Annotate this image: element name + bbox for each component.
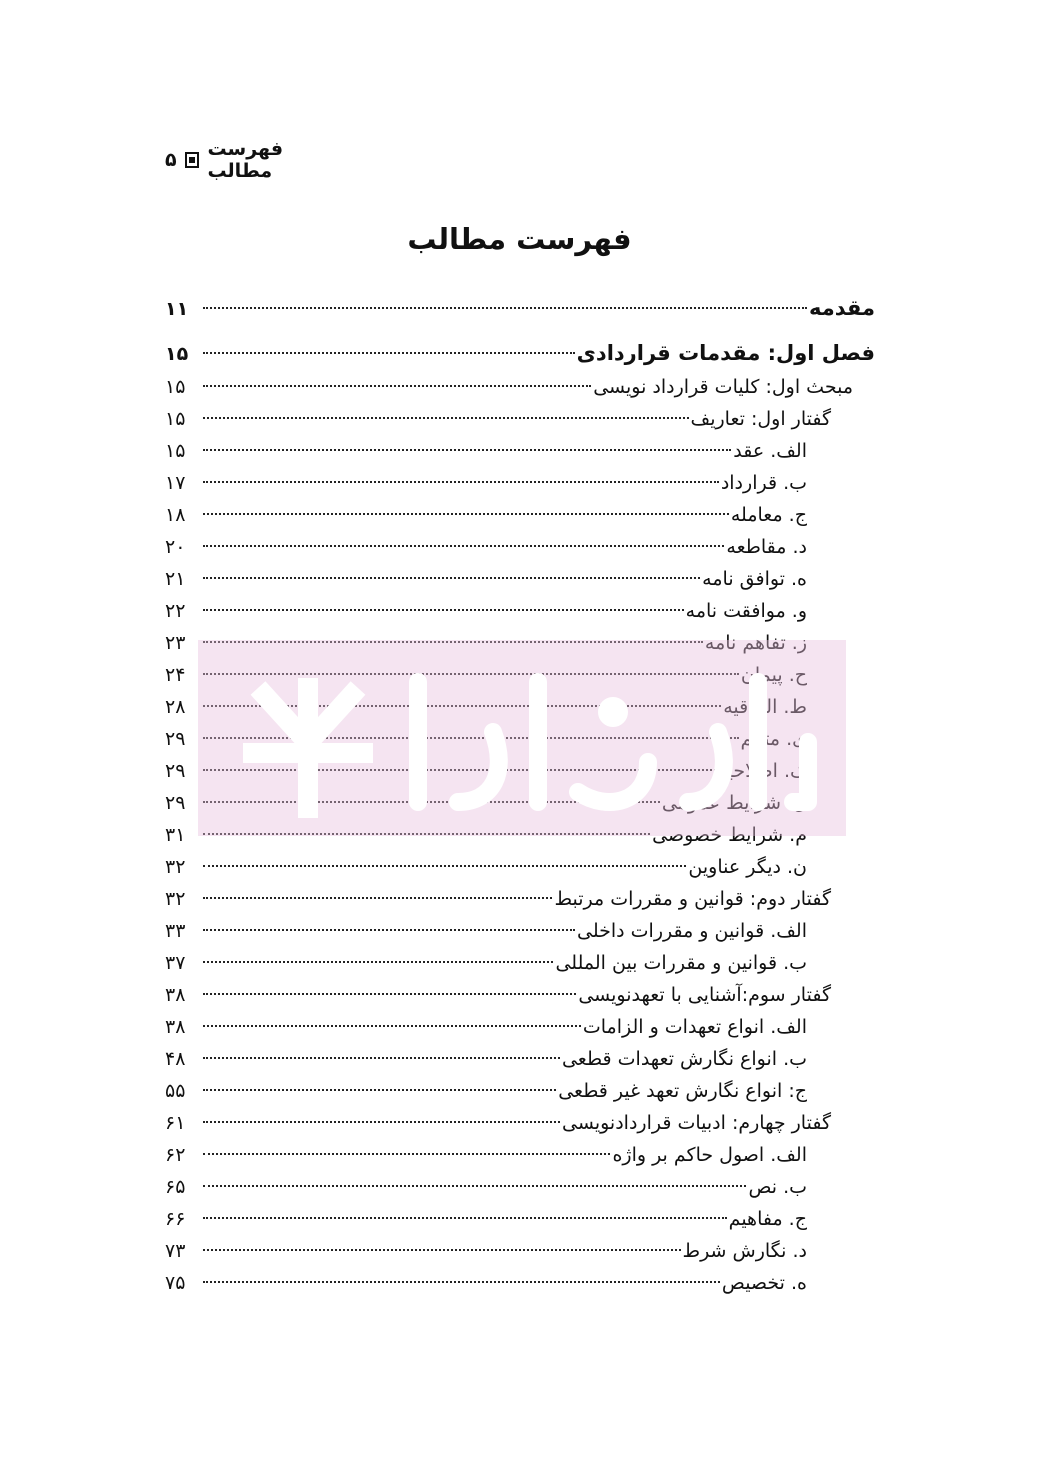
toc-entry: [165, 532, 807, 562]
toc-entry-page: ۱۵: [165, 343, 189, 365]
toc-dot-leader: [203, 1025, 581, 1027]
toc-entry-label: ج. مفاهیم: [728, 1208, 807, 1230]
toc-entry-page: ۳۳: [165, 920, 186, 942]
toc-dot-leader: [203, 1121, 560, 1123]
toc-entry: [165, 884, 831, 914]
toc-entry-label: گفتار چهارم: ادبیات قراردادنویسی: [562, 1112, 831, 1134]
toc-entry-page: ۳۸: [165, 984, 186, 1006]
toc-entry-label: ی. متمم: [740, 728, 807, 750]
toc-entry-page: ۷۳: [165, 1240, 186, 1262]
toc-dot-leader: [203, 865, 686, 867]
toc-entry-label: ک. اصلاحیه: [717, 760, 807, 782]
toc-entry-page: ۱۵: [165, 408, 186, 430]
toc-entry: [165, 692, 807, 722]
toc-dot-leader: [203, 641, 703, 643]
toc-entry: [165, 852, 807, 882]
toc-entry-page: ۲۸: [165, 696, 186, 718]
toc-dot-leader: [203, 481, 719, 483]
toc-dot-leader: [203, 577, 700, 579]
toc-entry-label: ه. توافق نامه: [702, 568, 807, 590]
toc-entry-page: ۶۲: [165, 1144, 186, 1166]
toc-entry: [165, 788, 807, 818]
toc-entry-label: الف. عقد: [733, 440, 807, 462]
toc-entry: [165, 1140, 807, 1170]
toc-entry-label: گفتار دوم: قوانین و مقررات مرتبط: [554, 888, 831, 910]
toc-entry-label: ن. دیگر عناوین: [688, 856, 807, 878]
toc-entry-page: ۴۸: [165, 1048, 186, 1070]
toc-entry-label: گفتار سوم:آشنایی با تعهدنویسی: [578, 984, 831, 1006]
toc-entry: [165, 468, 807, 498]
running-header: [165, 138, 340, 182]
toc-dot-leader: [203, 307, 807, 309]
toc-entry-page: ۱۷: [165, 472, 186, 494]
toc-entry: [165, 500, 807, 530]
toc-entry-label: د. نگارش شرط: [682, 1240, 807, 1262]
toc-dot-leader: [203, 897, 552, 899]
toc-dot-leader: [203, 1089, 556, 1091]
toc-entry-page: ۳۲: [165, 888, 186, 910]
toc-entry-label: فصل اول: مقدمات قراردادی: [576, 341, 875, 365]
toc-dot-leader: [203, 929, 575, 931]
toc-entry-page: ۲۹: [165, 792, 186, 814]
toc-entry: [165, 756, 807, 786]
toc-entry-page: ۶۶: [165, 1208, 186, 1230]
toc-dot-leader: [203, 352, 575, 354]
toc-dot-leader: [203, 993, 576, 995]
toc-entry-page: ۲۰: [165, 536, 186, 558]
toc-entry: [165, 1236, 807, 1266]
toc-dot-leader: [203, 449, 731, 451]
toc-entry-page: ۳۱: [165, 824, 186, 846]
toc-entry: [165, 1012, 807, 1042]
toc-entry-label: د. مقاطعه: [726, 536, 807, 558]
toc-entry: [165, 980, 831, 1010]
toc-entry-page: ۱۵: [165, 376, 186, 398]
toc-entry-page: ۳۲: [165, 856, 186, 878]
toc-dot-leader: [203, 833, 650, 835]
toc-entry-label: گفتار اول: تعاریف: [690, 408, 831, 430]
toc-entry-page: ۲۲: [165, 600, 186, 622]
toc-entry: [165, 404, 831, 434]
toc-entry: [165, 628, 807, 658]
toc-dot-leader: [203, 609, 684, 611]
toc-entry-label: الف. اصول حاکم بر واژه: [612, 1144, 807, 1166]
toc-entry-page: ۲۴: [165, 664, 186, 686]
toc-entry: [165, 1172, 807, 1202]
toc-entry: [165, 724, 807, 754]
toc-entry-page: ۱۵: [165, 440, 186, 462]
toc-dot-leader: [203, 801, 660, 803]
toc-entry-page: ۳۷: [165, 952, 186, 974]
toc-entry: [165, 338, 875, 368]
toc-entry-page: ۷۵: [165, 1272, 186, 1294]
toc-entry-label: ح. پیمان: [740, 664, 807, 686]
toc-entry: [165, 916, 807, 946]
toc-entry-page: ۲۹: [165, 728, 186, 750]
toc-entry: [165, 596, 807, 626]
toc-dot-leader: [203, 1217, 727, 1219]
toc-entry: [165, 293, 875, 323]
toc-dot-leader: [203, 1249, 681, 1251]
toc-dot-leader: [203, 1185, 746, 1187]
toc-entry: [165, 436, 807, 466]
toc-entry-label: ز. تفاهم نامه: [704, 632, 807, 654]
toc-entry-label: و. موافقت نامه: [685, 600, 807, 622]
toc-entry: [165, 1044, 807, 1074]
toc-entry: [165, 1268, 807, 1298]
toc-entry: [165, 1204, 807, 1234]
toc-dot-leader: [203, 673, 739, 675]
toc-dot-leader: [203, 769, 716, 771]
toc-entry: [165, 820, 807, 850]
toc-entry-label: مبحث اول: کلیات قرارداد نویسی: [593, 376, 853, 398]
toc-entry-label: ب. قرارداد: [720, 472, 807, 494]
toc-dot-leader: [203, 545, 724, 547]
toc-entry-page: ۶۱: [165, 1112, 186, 1134]
toc-dot-leader: [203, 513, 729, 515]
toc-dot-leader: [203, 705, 721, 707]
toc-entry-page: ۱۸: [165, 504, 186, 526]
toc-entry-page: ۳۸: [165, 1016, 186, 1038]
toc-entry-label: ب. انواع نگارش تعهدات قطعی: [561, 1048, 807, 1070]
header-running-title: فهرست مطالب: [207, 138, 284, 182]
toc-entry: [165, 564, 807, 594]
toc-entry-label: الف. انواع تعهدات و الزامات: [582, 1016, 807, 1038]
toc-entry: [165, 660, 807, 690]
toc-entry-label: ج: انواع نگارش تعهد غیر قطعی: [558, 1080, 807, 1102]
toc-dot-leader: [203, 737, 739, 739]
toc-dot-leader: [203, 1153, 610, 1155]
square-box-icon: [185, 152, 200, 168]
toc-entry-page: ۲۹: [165, 760, 186, 782]
toc-entry-page: ۵۵: [165, 1080, 186, 1102]
toc-entry-label: مقدمه: [809, 296, 875, 320]
toc-dot-leader: [203, 1057, 560, 1059]
toc-entry-page: ۲۱: [165, 568, 186, 590]
toc-dot-leader: [203, 1281, 720, 1283]
toc-entry-page: ۱۱: [165, 298, 189, 320]
toc-entry: [165, 1076, 807, 1106]
toc-dot-leader: [203, 417, 689, 419]
header-page-number: ۵: [165, 149, 177, 171]
toc-entry: [165, 1108, 831, 1138]
toc-entry-label: ب. نص: [748, 1176, 807, 1198]
toc-entry-label: ب. قوانین و مقررات بین المللی: [555, 952, 807, 974]
toc-entry-page: ۶۵: [165, 1176, 186, 1198]
toc-entry: [165, 948, 807, 978]
toc-entry-label: م. شرایط خصوصی: [652, 824, 807, 846]
toc-entry-label: ل. شرایط عمومی: [661, 792, 807, 814]
toc-entry-label: ط. الحاقیه: [723, 696, 807, 718]
toc-dot-leader: [203, 961, 553, 963]
toc-dot-leader: [203, 385, 591, 387]
toc-entry-label: الف. قوانین و مقررات داخلی: [577, 920, 807, 942]
toc-entry-label: ه. تخصیص: [721, 1272, 807, 1294]
page-title: فهرست مطالب: [407, 222, 632, 256]
toc-entry-label: ج. معامله: [730, 504, 807, 526]
toc-entry: [165, 372, 853, 402]
toc-entry-page: ۲۳: [165, 632, 186, 654]
